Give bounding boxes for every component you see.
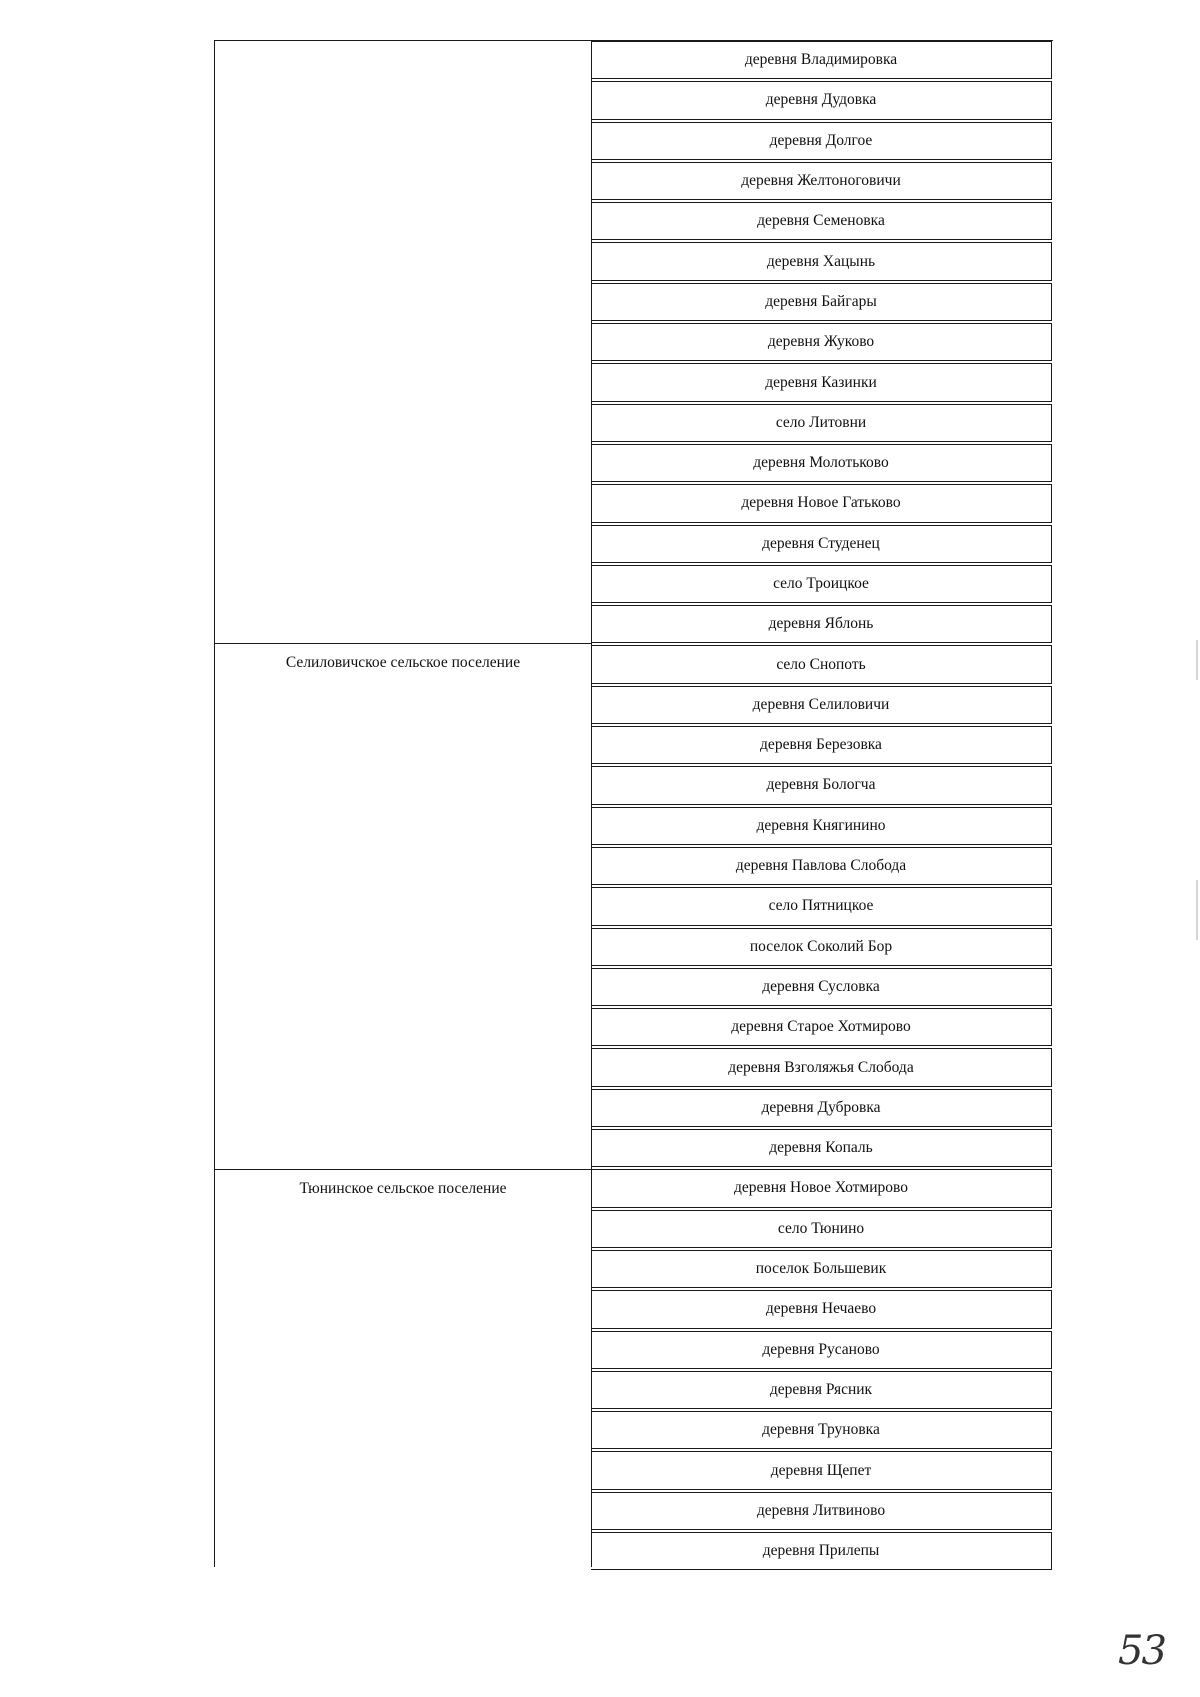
settlement-name: село Снопоть (776, 655, 866, 673)
group-label-2: Селиловичское сельское поселение (285, 654, 521, 671)
settlement-name: деревня Новое Хотмирово (734, 1179, 908, 1197)
table-row (591, 645, 1052, 683)
table-row (591, 1492, 1052, 1530)
settlements-table (214, 40, 1053, 1567)
scan-artifact (1196, 640, 1198, 680)
settlement-rows (591, 41, 1052, 1572)
settlement-name: деревня Щепет (770, 1461, 872, 1479)
table-row (591, 968, 1052, 1006)
table-row (591, 565, 1052, 603)
settlement-name: деревня Долгое (769, 131, 873, 149)
table-row (591, 41, 1052, 79)
settlement-name: деревня Желтоноговичи (741, 172, 901, 190)
table-row (591, 122, 1052, 160)
settlement-name: деревня Владимировка (744, 51, 898, 69)
table-row (591, 686, 1052, 724)
settlement-name: деревня Прилепы (762, 1542, 880, 1560)
table-row (591, 404, 1052, 442)
page-number: 53 (1118, 1628, 1165, 1674)
table-row (591, 1089, 1052, 1127)
table-row (591, 1331, 1052, 1369)
settlement-name: село Литовни (775, 413, 867, 431)
group-separator (215, 1169, 591, 1170)
settlement-name: деревня Дудовка (765, 91, 877, 109)
settlement-name: деревня Семеновка (757, 212, 885, 230)
table-row (591, 1129, 1052, 1167)
settlement-name: деревня Селиловичи (752, 695, 890, 713)
table-row (591, 525, 1052, 563)
settlement-name: поселок Соколий Бор (749, 937, 893, 955)
table-row (591, 1371, 1052, 1409)
settlement-name: деревня Русаново (762, 1340, 880, 1358)
settlement-name: деревня Княгинино (756, 816, 886, 834)
table-row (591, 605, 1052, 643)
settlement-name: деревня Новое Гатьково (741, 494, 901, 512)
table-row (591, 1532, 1052, 1570)
table-row (591, 1048, 1052, 1086)
settlement-name: деревня Старое Хотмирово (731, 1018, 911, 1036)
table-row (591, 81, 1052, 119)
settlement-name: деревня Березовка (760, 736, 882, 754)
settlement-name: деревня Казинки (765, 373, 877, 391)
table-row (591, 1008, 1052, 1046)
scan-artifact (1196, 880, 1198, 940)
table-row (591, 484, 1052, 522)
table-row (591, 162, 1052, 200)
settlement-name: деревня Нечаево (765, 1300, 877, 1318)
settlement-name: деревня Байгары (765, 292, 877, 310)
settlement-name: село Тюнино (777, 1219, 865, 1237)
table-row (591, 444, 1052, 482)
settlement-name: деревня Труновка (762, 1421, 880, 1439)
settlement-name: деревня Павлова Слобода (735, 857, 907, 875)
table-row (591, 1451, 1052, 1489)
group-separator (215, 643, 591, 644)
settlement-name: деревня Яблонь (768, 615, 874, 633)
table-row (591, 928, 1052, 966)
table-row (591, 202, 1052, 240)
settlement-name: деревня Взголяжья Слобода (728, 1058, 914, 1076)
table-row (591, 726, 1052, 764)
settlement-name: деревня Студенец (762, 534, 880, 552)
table-row (591, 807, 1052, 845)
settlement-name: деревня Дубровка (761, 1098, 881, 1116)
settlement-name: деревня Бологча (766, 776, 876, 794)
table-row (591, 283, 1052, 321)
settlement-name: село Троицкое (773, 575, 869, 592)
group-label-3: Тюнинское сельское поселение (299, 1180, 507, 1197)
settlement-name: деревня Копаль (769, 1139, 873, 1157)
table-row (591, 1250, 1052, 1288)
settlement-name: деревня Молотьково (753, 454, 889, 472)
table-row (591, 1290, 1052, 1328)
settlement-name: деревня Литвиново (756, 1501, 886, 1519)
table-row (591, 766, 1052, 804)
table-row (591, 1169, 1052, 1207)
settlement-name: деревня Жуково (767, 333, 875, 351)
table-row (591, 1210, 1052, 1248)
settlement-name: деревня Рясник (769, 1380, 873, 1398)
table-row (591, 242, 1052, 280)
settlement-name: село Пятницкое (768, 897, 874, 915)
table-row (591, 1411, 1052, 1449)
settlement-name: поселок Большевик (755, 1260, 887, 1278)
settlement-name: деревня Хацынь (766, 252, 876, 270)
table-row (591, 323, 1052, 361)
table-row (591, 363, 1052, 401)
settlement-name: деревня Сусловка (762, 977, 880, 995)
table-row (591, 847, 1052, 885)
table-row (591, 887, 1052, 925)
